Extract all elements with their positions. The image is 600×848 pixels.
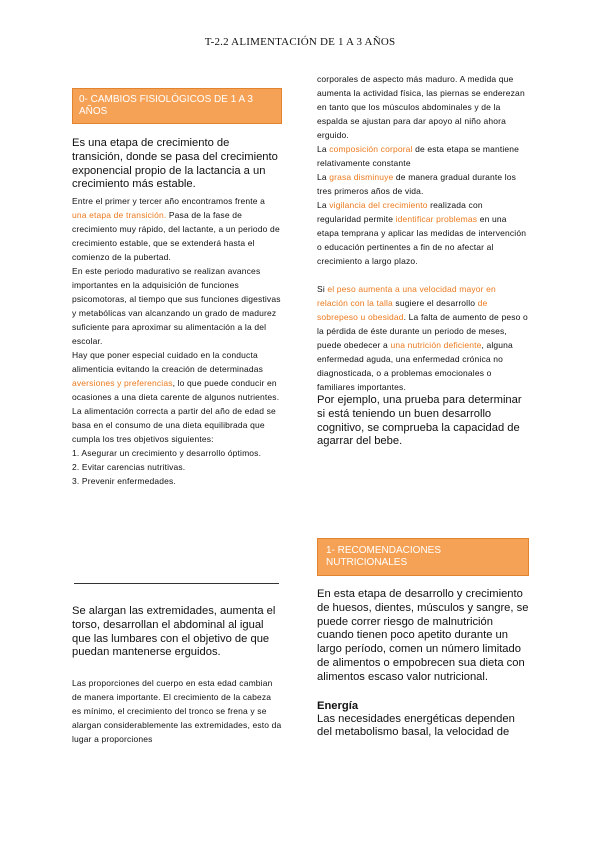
extremities-lead: Se alargan las extremidades, aumenta el torso, desarrollan el abdominal al igual que las lumbares con el objetivo de que puedan mantenerse erguidos.: [72, 605, 276, 659]
recommendations-lead: En esta etapa de desarrollo y crecimiento de huesos, dientes, músculos y sangre, se puede correr riesgo de malnutrición cuando tienen poco apetito durante un largo período, comen un número limitado de alimentos o empobrecen sua dieta con alimentos escaso valor nutricional.: [317, 588, 529, 683]
highlight-problems: identificar problemas: [395, 214, 478, 224]
energy-paragraph: Las necesidades energéticas dependen del metabolismo basal, la velocidad de: [317, 712, 515, 739]
text-run: La: [317, 144, 330, 154]
monitoring-paragraph: [317, 198, 529, 268]
text-run: , lo que puede conducir en ocasiones a una dieta carente de algunos nutrientes.: [72, 378, 280, 403]
highlight-nutrition: una nutrición deficiente: [390, 340, 482, 350]
right-column-lower: [317, 538, 529, 740]
text-run: La: [317, 172, 330, 182]
composition-paragraph: [317, 142, 529, 170]
list-item: 1. Asegurar un crecimiento y desarrollo óptimos.: [72, 448, 262, 459]
text-run: de manera gradual durante los tres primeros años de vida.: [317, 172, 517, 196]
text-run: Si: [317, 284, 328, 294]
highlight-transition: una etapa de transición.: [72, 210, 167, 221]
list-item: 3. Prevenir enfermedades.: [72, 476, 176, 487]
list-item: 2. Evitar carencias nutritivas.: [72, 462, 186, 473]
fat-paragraph: [317, 170, 529, 198]
left-column: [72, 88, 282, 488]
highlight-monitoring: vigilancia del crecimiento: [329, 200, 428, 210]
energy-heading: Energía: [317, 699, 359, 712]
left-column-lower: [72, 605, 282, 746]
text-run: Hay que poner especial cuidado en la conducta alimenticia evitando la creación de determinadas: [72, 350, 263, 375]
text-run: . La falta de aumento de peso o la pérdida de éste durante un periodo de meses, puede obedecer a: [317, 312, 528, 350]
right-column: [317, 72, 529, 449]
section-box-cambios: 0- CAMBIOS FISIOLÓGICOS DE 1 A 3 AÑOS: [72, 88, 282, 124]
highlight-aversions: aversiones y preferencias: [72, 378, 173, 389]
cognitive-lead: Por ejemplo, una prueba para determinar si está teniendo un buen desarrollo cognitivo, se comprueba la capacidad de agarrar del bebe.: [317, 394, 522, 448]
diet-paragraph: La alimentación correcta a partir del año de edad se basa en el consumo de una dieta equilibrada que cumpla los tres objetivos siguientes:: [72, 406, 276, 445]
text-run: realizada con regularidad permite: [317, 200, 483, 224]
page-title: T-2.2 ALIMENTACIÓN DE 1 A 3 AÑOS: [204, 36, 396, 48]
text-run: sugiere el desarrollo: [392, 298, 478, 308]
maturation-paragraph: En este periodo madurativo se realizan avances importantes en la adquisición de funciones psicomotoras, al tiempo que sus funciones digestivas y metabólicas van alcanzando un grado de madurez suficiente para aproximar su alimentación a la del escolar.: [72, 266, 281, 347]
section-box-recomendaciones: 1- RECOMENDACIONES NUTRICIONALES: [317, 538, 529, 576]
behavior-paragraph: [72, 348, 282, 404]
text-run: La: [317, 200, 330, 210]
weight-paragraph: [317, 282, 529, 394]
text-run: Pasa de la fase de crecimiento muy rápido, del lactante, a un periodo de crecimiento estable, que se extenderá hasta el comienzo de la pubertad.: [72, 210, 280, 263]
highlight-composition: composición corporal: [329, 144, 413, 154]
intro-paragraph: Es una etapa de crecimiento de transición, donde se pasa del crecimiento exponencial propio de la lactancia a un crecimiento más estable.: [72, 137, 278, 191]
objectives-list: [72, 446, 282, 488]
text-run: , alguna enfermedad aguda, una enfermedad crónica no diagnosticada, o a problemas emocionales o familiares importantes.: [317, 340, 513, 392]
proportions-paragraph: Las proporciones del cuerpo en esta edad cambian de manera importante. El crecimiento de la cabeza es mínimo, el crecimiento del tronco se frena y se alargan considerablemente las extremidades, esto da lugar a proporciones: [72, 678, 282, 745]
highlight-fat: grasa disminuye: [329, 172, 394, 182]
transition-paragraph: [72, 194, 282, 264]
highlight-obesity: de sobrepeso u obesidad: [317, 298, 488, 322]
divider: [74, 583, 279, 584]
text-run: Entre el primer y tercer año encontramos frente a: [72, 196, 266, 207]
mature-body-paragraph: corporales de aspecto más maduro. A medida que aumenta la actividad física, las piernas se enderezan en tanto que los músculos abdominales y de la espalda se ajustan para dar apoyo al niño ahora erguido.: [317, 74, 525, 140]
text-run: de esta etapa se mantiene relativamente constante: [317, 144, 520, 168]
text-run: en una etapa temprana y aplicar las medidas de intervención o educación pertinentes a fin de no afectar al crecimiento a largo plazo.: [317, 214, 527, 266]
highlight-weight: el peso aumenta a una velocidad mayor en relación con la talla: [317, 284, 496, 308]
